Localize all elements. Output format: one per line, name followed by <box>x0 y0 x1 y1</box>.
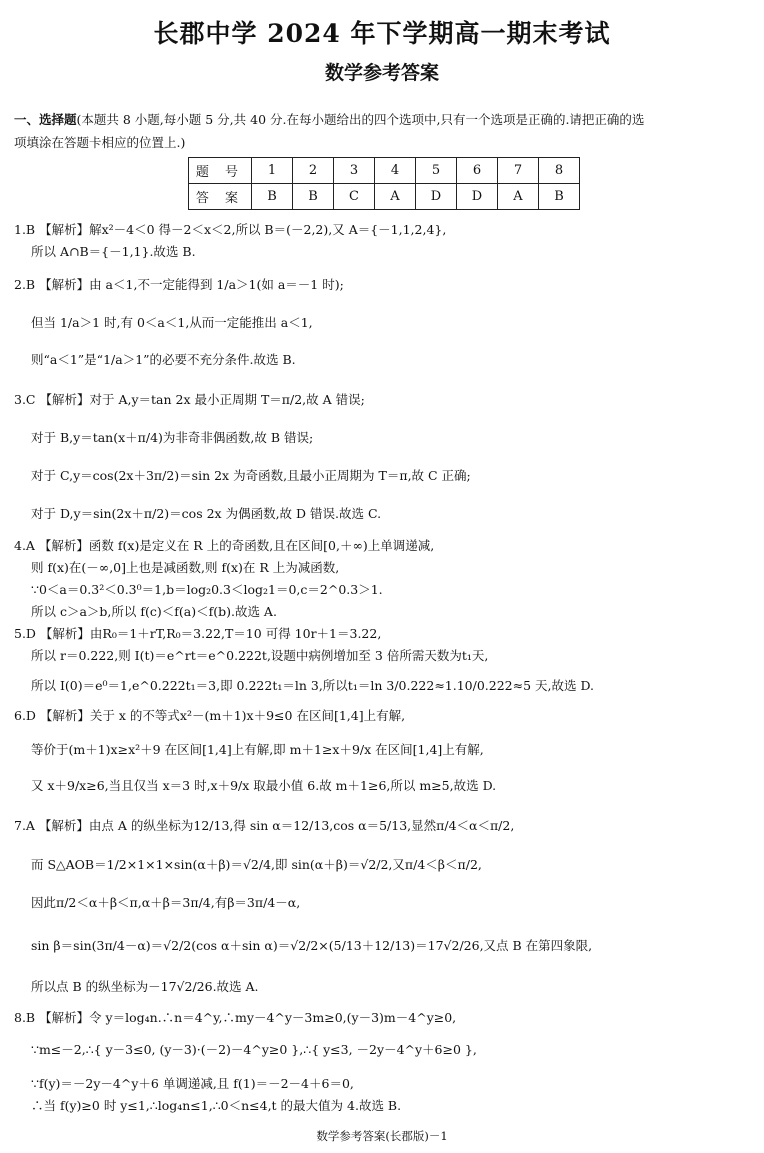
table-cell: 4 <box>375 158 416 184</box>
solution-line: 则 f(x)在(－∞,0]上也是减函数,则 f(x)在 R 上为减函数, <box>31 560 340 575</box>
table-cell: C <box>334 184 375 210</box>
table-cell: 1 <box>252 158 293 184</box>
solution-line: 而 S△AOB＝1/2×1×1×sin(α＋β)＝√2/4,即 sin(α＋β)＝√2/2,又π/4＜β＜π/2, <box>31 857 482 872</box>
table-cell: B <box>539 184 580 210</box>
solution-line: 则“a＜1”是“1/a＞1”的必要不充分条件.故选 B. <box>31 352 296 367</box>
page-title: 长郡中学 2024 年下学期高一期末考试 <box>153 19 611 48</box>
table-cell: 5 <box>416 158 457 184</box>
answer-table <box>188 157 580 210</box>
solution-line: sin β＝sin(3π/4－α)＝√2/2(cos α＋sin α)＝√2/2×(5/13＋12/13)＝17√2/26,又点 B 在第四象限, <box>31 938 593 953</box>
table-cell: D <box>416 184 457 210</box>
solution-line: ∴当 f(y)≥0 时 y≤1,∴log₄n≤1,∴0＜n≤4,t 的最大值为 4.故选 B. <box>31 1098 402 1113</box>
table-cell: A <box>375 184 416 210</box>
solution-line: 3.C 【解析】对于 A,y＝tan 2x 最小正周期 T＝π/2,故 A 错误; <box>14 392 365 407</box>
page-subtitle: 数学参考答案 <box>324 62 439 84</box>
solution-line: 所以点 B 的纵坐标为－17√2/26.故选 A. <box>31 979 259 994</box>
table-cell: 6 <box>457 158 498 184</box>
solution-line: 但当 1/a＞1 时,有 0＜a＜1,从而一定能推出 a＜1, <box>31 315 313 330</box>
table-row-numbers <box>189 158 580 184</box>
solution-line: 1.B 【解析】解x²－4＜0 得－2＜x＜2,所以 B＝(－2,2),又 A＝{－1,1,2,4}, <box>14 222 447 237</box>
solution-line: 8.B 【解析】令 y＝log₄n.∴n＝4^y,∴my－4^y－3m≥0,(y－3)m－4^y≥0, <box>14 1010 457 1025</box>
solution-line: 对于 C,y＝cos(2x＋3π/2)＝sin 2x 为奇函数,且最小正周期为 T＝π,故 C 正确; <box>31 468 471 483</box>
solution-line: 对于 D,y＝sin(2x＋π/2)＝cos 2x 为偶函数,故 D 错误.故选 C. <box>31 506 382 521</box>
solution-line: ∵f(y)＝－2y－4^y＋6 单调递减,且 f(1)＝－2－4＋6＝0, <box>31 1076 354 1091</box>
solution-line: 因此π/2＜α＋β＜π,α＋β＝3π/4,有β＝3π/4－α, <box>31 895 301 910</box>
solution-line: 所以 r＝0.222,则 I(t)＝e^rt＝e^0.222t,设题中病例增加至 3 倍所需天数为t₁天, <box>31 648 489 663</box>
row-header-number: 题 号 <box>189 158 252 184</box>
solution-line: 7.A 【解析】由点 A 的纵坐标为12/13,得 sin α＝12/13,cos α＝5/13,显然π/4＜α＜π/2, <box>14 818 515 833</box>
intro-text-1: (本题共 8 小题,每小题 5 分,共 40 分.在每小题给出的四个选项中,只有一个选项是正确的.请把正确的选 <box>76 112 645 127</box>
row-header-answer: 答 案 <box>189 184 252 210</box>
table-cell: A <box>498 184 539 210</box>
table-cell: B <box>293 184 334 210</box>
table-cell: D <box>457 184 498 210</box>
solution-line: ∵0＜a＝0.3²＜0.3⁰＝1,b＝log₂0.3＜log₂1＝0,c＝2^0.3＞1. <box>31 582 383 597</box>
solution-line: 5.D 【解析】由R₀＝1＋rT,R₀＝3.22,T＝10 可得 10r＋1＝3.22, <box>14 626 382 641</box>
solution-line: 所以 A∩B＝{－1,1}.故选 B. <box>31 244 196 259</box>
solution-line: 所以 I(0)＝e⁰＝1,e^0.222t₁＝3,即 0.222t₁＝ln 3,所以t₁＝ln 3/0.222≈1.10/0.222≈5 天,故选 D. <box>31 678 595 693</box>
table-row-answers <box>189 184 580 210</box>
section-intro <box>14 108 750 154</box>
solution-line: 等价于(m＋1)x≥x²＋9 在区间[1,4]上有解,即 m＋1≥x＋9/x 在区间[1,4]上有解, <box>31 742 484 757</box>
solution-line: 所以 c＞a＞b,所以 f(c)＜f(a)＜f(b).故选 A. <box>31 604 277 619</box>
table-cell: 8 <box>539 158 580 184</box>
solution-line: 6.D 【解析】关于 x 的不等式x²－(m＋1)x＋9≤0 在区间[1,4]上有解, <box>14 708 406 723</box>
table-cell: 2 <box>293 158 334 184</box>
solution-line: 4.A 【解析】函数 f(x)是定义在 R 上的奇函数,且在区间[0,＋∞)上单调递减, <box>14 538 435 553</box>
section-heading: 一、选择题 <box>14 112 77 127</box>
page-footer: 数学参考答案(长郡版)－1 <box>316 1129 448 1143</box>
intro-text-2: 项填涂在答题卡相应的位置上.) <box>14 135 186 150</box>
table-cell: 7 <box>498 158 539 184</box>
solution-line: 2.B 【解析】由 a＜1,不一定能得到 1/a＞1(如 a＝－1 时); <box>14 277 344 292</box>
solution-line: 又 x＋9/x≥6,当且仅当 x＝3 时,x＋9/x 取最小值 6.故 m＋1≥6,所以 m≥5,故选 D. <box>31 778 497 793</box>
intro-line-1 <box>14 108 750 131</box>
table-cell: B <box>252 184 293 210</box>
solution-line: ∵m≤－2,∴{ y－3≤0, (y－3)·(－2)－4^y≥0 },∴{ y≤3, －2y－4^y＋6≥0 }, <box>31 1042 477 1057</box>
solution-line: 对于 B,y＝tan(x＋π/4)为非奇非偶函数,故 B 错误; <box>31 430 314 445</box>
table-cell: 3 <box>334 158 375 184</box>
